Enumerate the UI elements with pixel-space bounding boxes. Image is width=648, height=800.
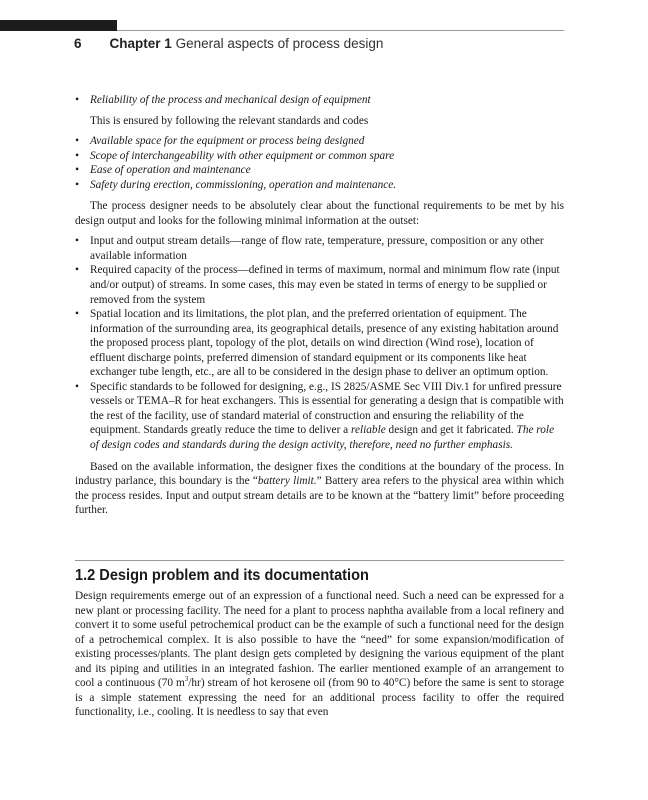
bullet-reliability: • Reliability of the process and mechanical design of equipment (75, 93, 564, 108)
superscript: 3 (184, 675, 189, 684)
list-item: • Available space for the equipment or process being designed (75, 134, 564, 149)
list-item: • Required capacity of the process—defined in terms of maximum, normal and minimum flow rate (input and/or output) of streams. In some cases, this may even be stated in terms of energy to be supplied or removed from the system (75, 263, 564, 307)
list-item: • Input and output stream details—range of flow rate, temperature, pressure, composition or any other available information (75, 234, 564, 263)
list-item: • Spatial location and its limitations, the plot plan, and the preferred orientation of equipment. The information of the surrounding area, its geographical details, presence of any existing habitation around the proposed process plant, topology of the plot, details on wind direction (Wind rose), location of effluent discharge points, preferred dimension of standard equipment or its components like heat exchanger tube length, etc., are all to be considered in the design phase to deliver an optimum option. (75, 307, 564, 380)
page-number: 6 (74, 36, 82, 51)
paragraph-functional-requirements: The process designer needs to be absolutely clear about the functional requirements to be met by his design output and looks for the following minimal information at the outset: (75, 200, 564, 227)
bullet-list-information (75, 234, 564, 452)
section-heading: 1.2 Design problem and its documentation (75, 567, 369, 584)
chapter-label: Chapter 1 (109, 36, 172, 51)
paragraph-text: Based on the available information, the designer fixes the conditions at the boundary of the process. In industry parlance, this boundary is the “ (75, 460, 564, 488)
list-item-text: design and get it fabricated. (385, 424, 517, 437)
section-text: /hr) stream of hot kerosene oil (from 90 to 40°C) before the same is sent to storage is a simple statement expressing the need for an additional process facility to offer the required functionality, i.e., cooling. It is needless to say that even (75, 677, 565, 719)
section-divider (75, 560, 564, 561)
bullet-list-constraints (75, 134, 564, 192)
emphasis-battery-limit: battery limit. (257, 475, 317, 488)
header-rule (117, 30, 564, 31)
header-bar (0, 20, 117, 31)
section-text: Design requirements emerge out of an expression of a functional need. Such a need can be expressed for a new plant or processing facility. The need for a plant to process naphtha available from a local refinery and convert it to some useful petrochemical product can be the example of such a functional need for the design of a petrochemical complex. It is also possible to have the “need” for some expansion/modification of existing processes/plants. The plant design gets completed by designing the various equipment of the plant and its piping and utilities in an integrated fashion. The earlier mentioned example of an arrangement to cool a continuous (70 m (75, 590, 564, 690)
chapter-title: General aspects of process design (175, 36, 384, 51)
emphasis-reliable: reliable (351, 424, 386, 437)
running-header (74, 36, 383, 51)
body-text (75, 93, 564, 518)
paragraph-battery-limit (75, 460, 564, 518)
list-item: • Safety during erection, commissioning, operation and maintenance. (75, 178, 564, 193)
section-body (75, 589, 564, 720)
list-item: • Ease of operation and maintenance (75, 163, 564, 178)
list-item: • Scope of interchangeability with other equipment or common spare (75, 149, 564, 164)
emphasis-codes: The role of design codes and standards during the design activity, therefore, need no further emphasis. (90, 424, 555, 452)
bullet-reliability-note: This is ensured by following the relevant standards and codes (90, 114, 369, 127)
list-item-text: Specific standards to be followed for designing, e.g., IS 2825/ASME Sec VIII Div.1 for unfired pressure vessels or TEMA–R for heat exchangers. This is essential for generating a design that is compatible with the rest of the facility, use of standard material of construction and ensuring the reliability of the equipment. Standards greatly reduce the time to deliver a (90, 380, 564, 437)
paragraph-text: ” Battery area refers to the physical area within which the process resides. Input and output stream details are to be known at the “battery limit” before proceeding further. (75, 475, 564, 517)
list-item-standards (75, 380, 564, 453)
